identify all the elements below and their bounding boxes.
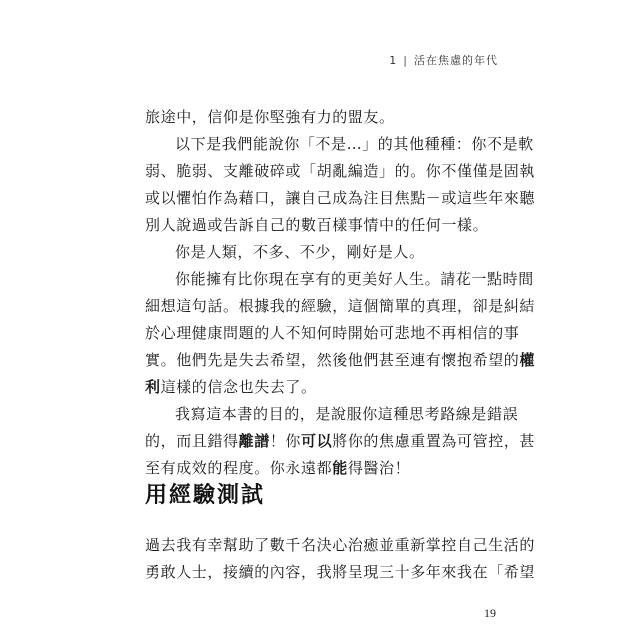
text-segment: 得醫治！ [347,459,411,477]
text-segment: 至有成效的程度。你永遠都 [145,459,333,477]
text-line [145,428,536,455]
bold-text: 離譜 [238,432,270,450]
text-line: 弱、脆弱、支離破碎或「胡亂編造」的。你不僅僅是固執 [145,162,536,180]
text-segment: 將你的焦慮重置為可管控，甚 [332,432,536,450]
text-line: 以下是我們能說你「不是…」的其他種種：你不是軟 [175,135,534,153]
text-line: 你是人類，不多、不少，剛好是人。 [175,243,425,261]
chapter-number: 1 [389,54,398,67]
chapter-title: 活在焦慮的年代 [414,54,498,67]
bold-text: 可以 [301,432,333,450]
text-segment: 的，而且錯得 [145,432,239,450]
text-line: 你能擁有比你現在享有的更美好人生。請花一點時間 [175,270,534,288]
text-line: 過去我有幸幫助了數千名決心治癒並重新掌控自己生活的 [145,536,536,554]
text-segment: ！你 [269,432,302,450]
page-number: 19 [484,606,496,620]
running-head-separator: | [403,54,408,67]
body-text [145,104,536,482]
section-body-text [145,532,536,586]
section-heading: 用經驗測試 [145,483,266,508]
text-line: 細想這句話。根據我的經驗，這個簡單的真理，卻是糾結 [145,297,536,315]
text-line: 勇敢人士，接續的內容，我將呈現三十多年來我在「希望 [145,563,536,581]
text-line: 於心理健康問題的人不知何時開始可悲地不再相信的事 [145,324,520,342]
bold-text: 權 [519,351,536,369]
text-line: 別人說過或告訴自己的數百樣事情中的任何一樣。 [145,216,489,234]
text-line [145,374,495,401]
bold-text: 利 [145,378,161,396]
text-line [145,347,536,374]
text-line: 旅途中，信仰是你堅強有力的盟友。 [145,108,395,126]
text-segment: 這樣的信念也失去了。 [160,378,317,396]
text-segment: 實。他們先是失去希望，然後他們甚至連有懷抱希望的 [145,351,520,369]
text-line: 我寫這本書的目的，是說服你這種思考路線是錯誤 [175,405,519,423]
running-head [389,52,498,68]
bold-text: 能 [332,459,348,477]
text-line: 或以懼怕作為藉口，讓自己成為注目焦點－或這些年來聽 [145,189,536,207]
